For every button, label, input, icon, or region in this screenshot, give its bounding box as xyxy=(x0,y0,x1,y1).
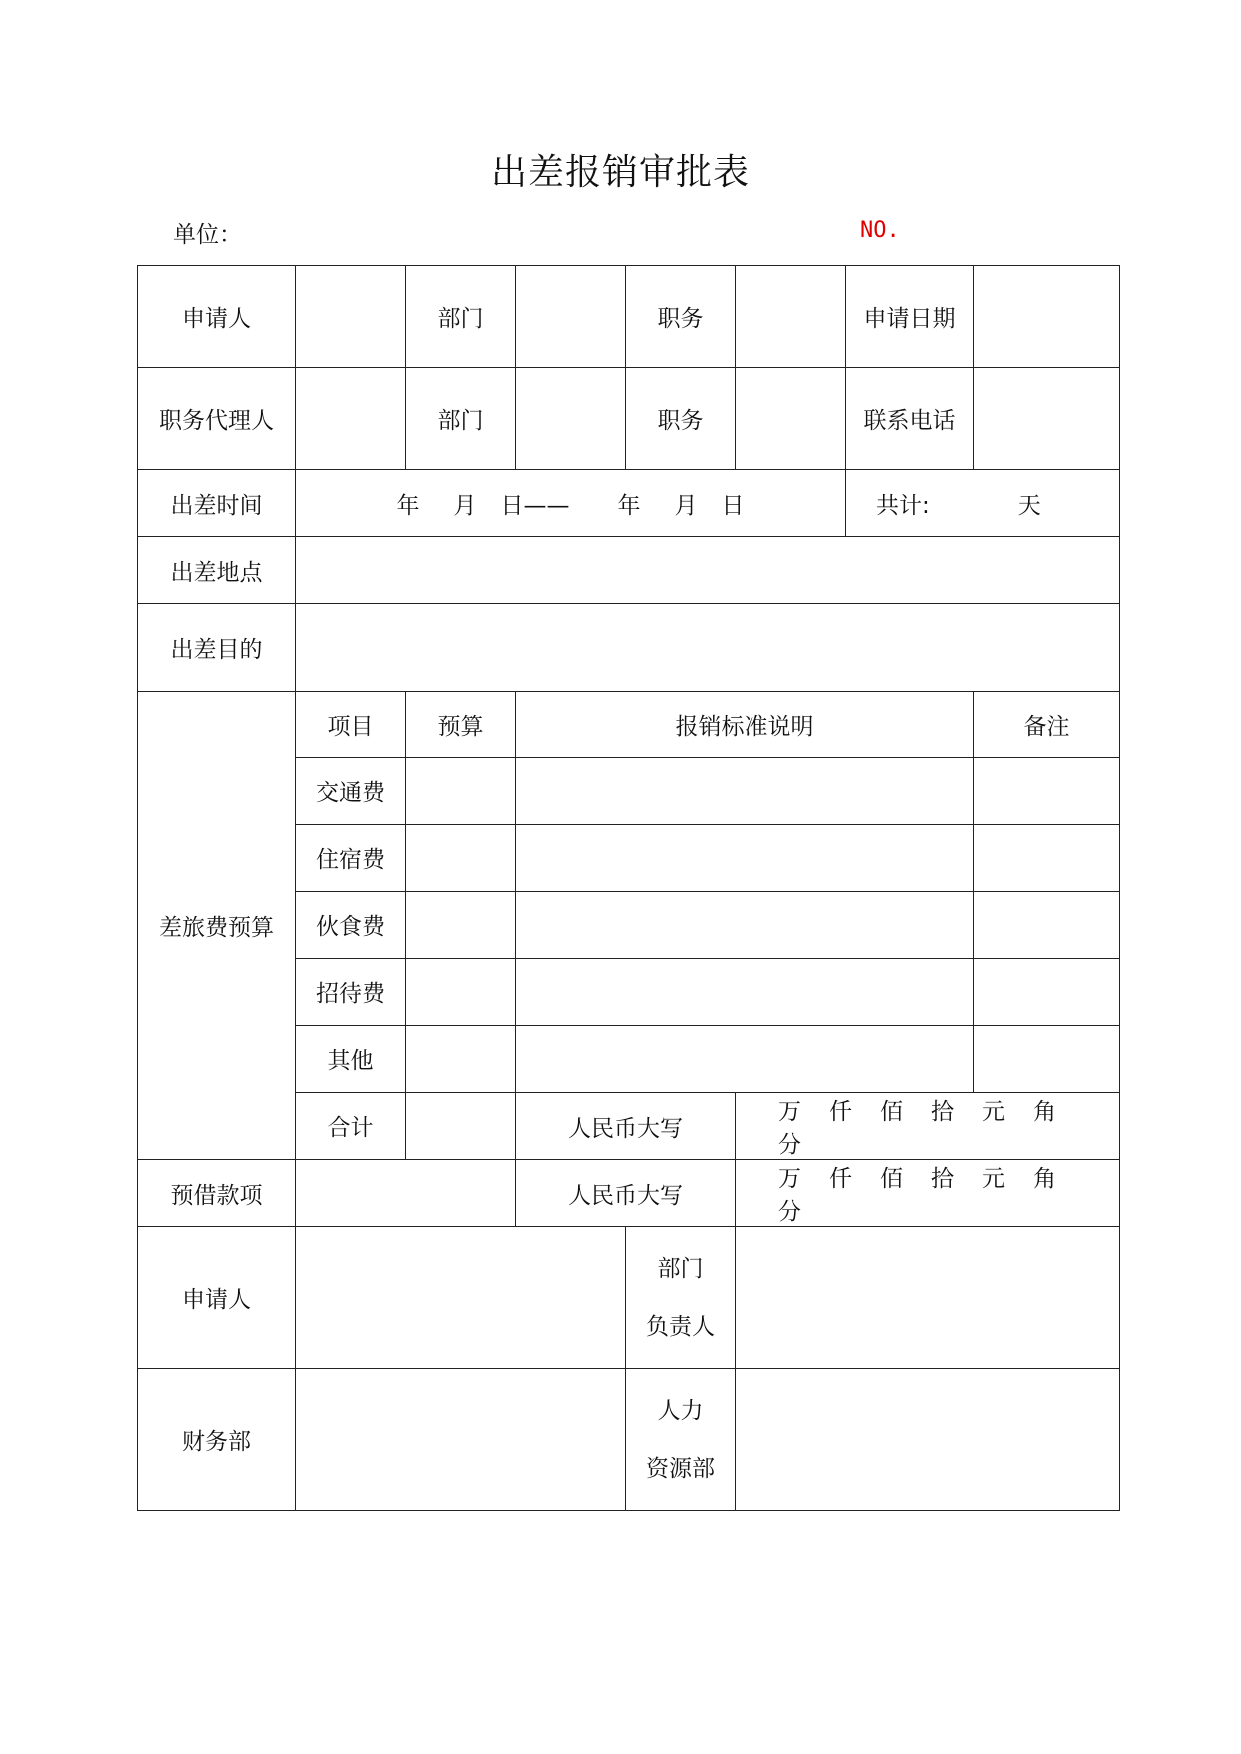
department-field[interactable] xyxy=(516,266,626,368)
location-field[interactable] xyxy=(296,537,1120,604)
end-month: 月 xyxy=(674,492,698,519)
unit-shi: 拾 xyxy=(931,1166,954,1192)
position-label: 职务 xyxy=(626,266,736,368)
applicant-row xyxy=(138,266,1120,368)
budget-remark-field[interactable] xyxy=(974,1026,1120,1093)
budget-remark-field[interactable] xyxy=(974,758,1120,825)
unit-qian: 仟 xyxy=(829,1166,852,1192)
unit-fen: 分 xyxy=(778,1132,801,1158)
advance-row xyxy=(138,1160,1120,1227)
finance-label: 财务部 xyxy=(138,1369,296,1511)
budget-standard-field[interactable] xyxy=(516,758,974,825)
budget-item-meals: 伙食费 xyxy=(296,892,406,959)
deputy-department-label: 部门 xyxy=(406,368,516,470)
budget-rmb-label: 人民币大写 xyxy=(516,1093,736,1160)
dept-head-line1: 部门 xyxy=(657,1255,704,1282)
budget-amount-field[interactable] xyxy=(406,959,516,1026)
deputy-field[interactable] xyxy=(296,368,406,470)
start-day: 日—— xyxy=(500,492,570,519)
form-title: 出差报销审批表 xyxy=(490,152,750,193)
approval-row-1 xyxy=(138,1227,1120,1369)
end-year: 年 xyxy=(617,492,641,519)
advance-rmb-label: 人民币大写 xyxy=(516,1160,736,1227)
trip-time-label: 出差时间 xyxy=(138,470,296,537)
budget-section-label: 差旅费预算 xyxy=(138,692,296,1160)
unit-wan: 万 xyxy=(778,1099,801,1125)
days-label: 天 xyxy=(1017,492,1041,519)
start-month: 月 xyxy=(453,492,477,519)
finance-field[interactable] xyxy=(296,1369,626,1511)
budget-col-standard: 报销标准说明 xyxy=(516,692,974,758)
budget-standard-field[interactable] xyxy=(516,892,974,959)
budget-standard-field[interactable] xyxy=(516,1026,974,1093)
budget-amount-field[interactable] xyxy=(406,758,516,825)
apply-date-label: 申请日期 xyxy=(846,266,974,368)
unit-shi: 拾 xyxy=(931,1099,954,1125)
serial-number-label: NO. xyxy=(860,218,900,243)
phone-field[interactable] xyxy=(974,368,1120,470)
unit-label: 单位： xyxy=(173,222,242,248)
location-row xyxy=(138,537,1120,604)
budget-item-transport: 交通费 xyxy=(296,758,406,825)
hr-line1: 人力 xyxy=(657,1397,704,1424)
applicant-field[interactable] xyxy=(296,266,406,368)
unit-wan: 万 xyxy=(778,1166,801,1192)
purpose-label: 出差目的 xyxy=(138,604,296,692)
dept-head-label xyxy=(626,1227,736,1369)
end-day: 日 xyxy=(721,492,745,519)
budget-standard-field[interactable] xyxy=(516,825,974,892)
unit-yuan: 元 xyxy=(982,1166,1005,1192)
deputy-row xyxy=(138,368,1120,470)
reimbursement-form-table xyxy=(137,265,1120,1511)
deputy-position-field[interactable] xyxy=(736,368,846,470)
purpose-row xyxy=(138,604,1120,692)
approval-applicant-label: 申请人 xyxy=(138,1227,296,1369)
budget-standard-field[interactable] xyxy=(516,959,974,1026)
unit-jiao: 角 xyxy=(1033,1166,1056,1192)
trip-time-row xyxy=(138,470,1120,537)
budget-header-row xyxy=(138,692,1120,758)
unit-bai: 佰 xyxy=(880,1099,903,1125)
unit-yuan: 元 xyxy=(982,1099,1005,1125)
approval-applicant-field[interactable] xyxy=(296,1227,626,1369)
deputy-label: 职务代理人 xyxy=(138,368,296,470)
budget-remark-field[interactable] xyxy=(974,892,1120,959)
total-label: 共计: xyxy=(876,492,930,519)
approval-row-2 xyxy=(138,1369,1120,1511)
unit-fen: 分 xyxy=(778,1199,801,1225)
deputy-department-field[interactable] xyxy=(516,368,626,470)
budget-amount-field[interactable] xyxy=(406,1026,516,1093)
trip-date-range[interactable] xyxy=(296,470,846,537)
dept-head-field[interactable] xyxy=(736,1227,1120,1369)
budget-item-lodging: 住宿费 xyxy=(296,825,406,892)
hr-line2: 资源部 xyxy=(646,1455,715,1482)
purpose-field[interactable] xyxy=(296,604,1120,692)
department-label: 部门 xyxy=(406,266,516,368)
budget-col-item: 项目 xyxy=(296,692,406,758)
location-label: 出差地点 xyxy=(138,537,296,604)
budget-remark-field[interactable] xyxy=(974,959,1120,1026)
apply-date-field[interactable] xyxy=(974,266,1120,368)
applicant-label: 申请人 xyxy=(138,266,296,368)
budget-amount-field[interactable] xyxy=(406,825,516,892)
unit-bai: 佰 xyxy=(880,1166,903,1192)
hr-field[interactable] xyxy=(736,1369,1120,1511)
position-field[interactable] xyxy=(736,266,846,368)
budget-item-other: 其他 xyxy=(296,1026,406,1093)
budget-sum-field[interactable] xyxy=(406,1093,516,1160)
budget-col-remark: 备注 xyxy=(974,692,1120,758)
unit-qian: 仟 xyxy=(829,1099,852,1125)
budget-rmb-amount-field[interactable] xyxy=(736,1093,1120,1160)
deputy-position-label: 职务 xyxy=(626,368,736,470)
start-year: 年 xyxy=(396,492,420,519)
unit-jiao: 角 xyxy=(1033,1099,1056,1125)
budget-sum-label: 合计 xyxy=(296,1093,406,1160)
budget-col-budget: 预算 xyxy=(406,692,516,758)
advance-rmb-amount-field[interactable] xyxy=(736,1160,1120,1227)
advance-label: 预借款项 xyxy=(138,1160,296,1227)
budget-item-entertainment: 招待费 xyxy=(296,959,406,1026)
hr-label xyxy=(626,1369,736,1511)
budget-amount-field[interactable] xyxy=(406,892,516,959)
phone-label: 联系电话 xyxy=(846,368,974,470)
advance-amount-field[interactable] xyxy=(296,1160,516,1227)
total-days-field[interactable] xyxy=(846,470,1120,537)
dept-head-line2: 负责人 xyxy=(646,1313,715,1340)
budget-remark-field[interactable] xyxy=(974,825,1120,892)
